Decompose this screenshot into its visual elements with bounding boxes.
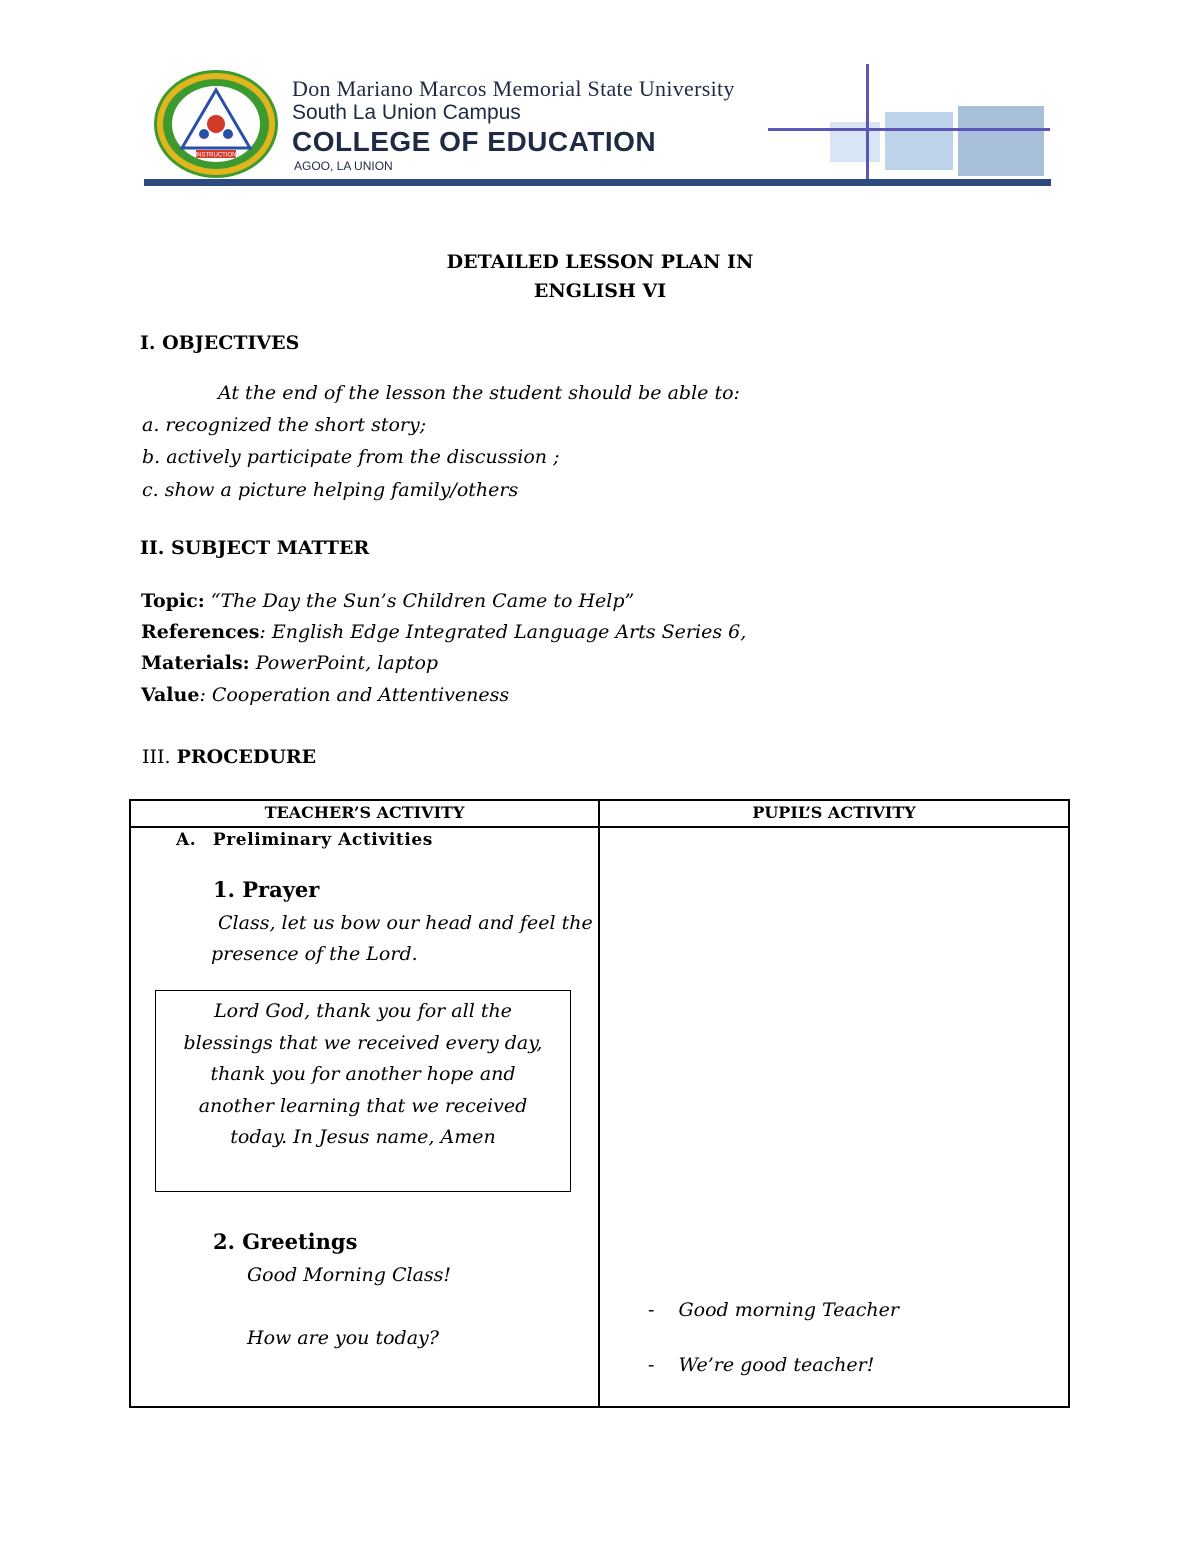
pupil-response <box>648 1299 899 1321</box>
topic-label: Topic: <box>141 590 205 612</box>
university-name: Don Mariano Marcos Memorial State University <box>292 76 735 101</box>
prayer-text-line: another learning that we received <box>198 1094 528 1117</box>
procedure-heading-number: III. <box>142 746 171 768</box>
pupil-activity-header: PUPIL’S ACTIVITY <box>752 803 916 822</box>
preliminary-activities-heading <box>176 830 433 850</box>
decorative-horizontal-line <box>768 128 1050 131</box>
references-line <box>141 621 746 643</box>
procedure-heading-text: PROCEDURE <box>176 746 317 768</box>
topic-line <box>141 590 634 612</box>
objectives-heading: I. OBJECTIVES <box>140 332 300 354</box>
prayer-heading: 1. Prayer <box>213 877 320 902</box>
value-value: : Cooperation and Attentiveness <box>199 684 510 706</box>
prayer-text <box>158 996 568 1154</box>
references-label: References <box>141 621 260 643</box>
materials-value: PowerPoint, laptop <box>255 652 439 674</box>
table-column-divider <box>598 799 600 1408</box>
prayer-text-line: thank you for another hope and <box>210 1063 516 1085</box>
prayer-text-line: today. In Jesus name, Amen <box>230 1126 496 1148</box>
value-label: Value <box>141 684 200 706</box>
preliminary-letter: A. <box>176 830 197 850</box>
preliminary-label: Preliminary Activities <box>212 830 433 850</box>
decorative-square <box>958 106 1044 176</box>
document-title-line-1: DETAILED LESSON PLAN IN <box>446 251 754 273</box>
university-seal-logo <box>152 68 280 180</box>
decorative-vertical-line <box>866 64 869 182</box>
objective-item: a. recognized the short story; <box>142 414 427 436</box>
document-title-line-2: ENGLISH VI <box>533 280 667 302</box>
pupil-response <box>648 1354 874 1376</box>
objective-item: b. actively participate from the discussion ; <box>142 446 560 468</box>
materials-line <box>141 652 438 674</box>
prayer-instruction: presence of the Lord. <box>211 943 418 965</box>
bullet-dash: - <box>648 1354 655 1376</box>
prayer-instruction: Class, let us bow our head and feel the <box>218 912 593 934</box>
teacher-greeting: Good Morning Class! <box>247 1264 452 1286</box>
campus-location: AGOO, LA UNION <box>294 159 393 173</box>
header-divider-bar <box>144 179 1051 186</box>
pupil-response-text: We’re good teacher! <box>678 1354 875 1376</box>
teacher-activity-header: TEACHER’S ACTIVITY <box>264 803 465 822</box>
prayer-text-line: Lord God, thank you for all the <box>214 1000 512 1022</box>
svg-text:INSTRUCTION: INSTRUCTION <box>195 152 237 159</box>
pupil-response-text: Good morning Teacher <box>678 1299 899 1321</box>
procedure-heading <box>142 746 316 768</box>
greetings-heading: 2. Greetings <box>213 1229 358 1254</box>
value-line <box>141 684 509 706</box>
subject-matter-heading: II. SUBJECT MATTER <box>140 537 370 559</box>
objectives-intro: At the end of the lesson the student should be able to: <box>218 382 740 404</box>
materials-label: Materials: <box>141 652 250 674</box>
campus-name: South La Union Campus <box>292 101 521 124</box>
college-name: COLLEGE OF EDUCATION <box>292 126 657 157</box>
bullet-dash: - <box>648 1299 655 1321</box>
teacher-question: How are you today? <box>247 1327 439 1349</box>
topic-value: “The Day the Sun’s Children Came to Help” <box>210 590 635 612</box>
references-value: : English Edge Integrated Language Arts Series 6, <box>259 621 747 643</box>
prayer-text-line: blessings that we received every day, <box>183 1031 543 1054</box>
objective-item: c. show a picture helping family/others <box>142 479 519 501</box>
decorative-square <box>885 112 953 170</box>
